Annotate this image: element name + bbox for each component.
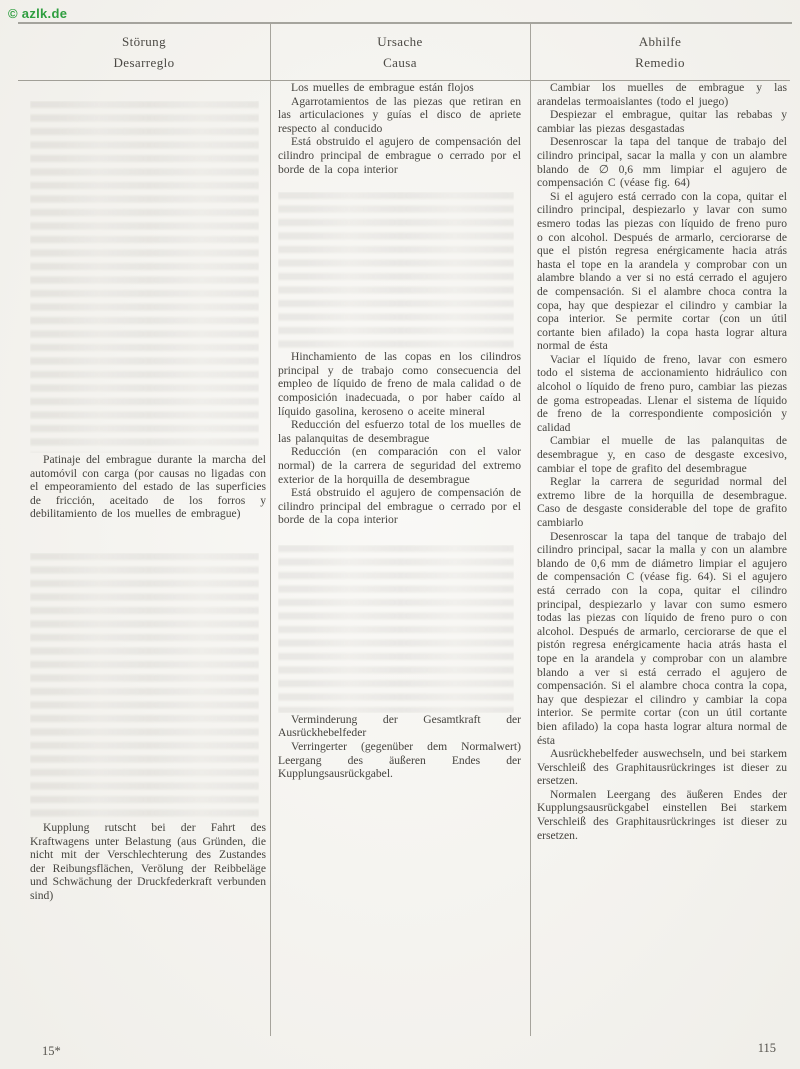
remedy-paragraph: Cambiar los muelles de embrague y las arandelas termoaislantes (todo el juego) [537,81,787,108]
cause-paragraph: Está obstruido el agujero de compensación de cilindro principal del embrague o cerrado por el borde de la copa interior [278,486,521,527]
cause-column [278,81,521,781]
site-watermark: © azlk.de [8,6,68,21]
header-fault-es: Desarreglo [113,54,175,70]
cause-paragraph: Verringerter (gegenüber dem Normalwert) Leergang des äußeren Endes der Kupplungsausrückgabel. [278,740,521,781]
bleedthrough-ghost-text [278,545,514,713]
fault-column [30,81,266,903]
remedy-paragraph: Desenroscar la tapa del tanque de trabajo del cilindro principal, sacar la malla y con un alambre blando de ∅ 0,6 mm limpiar el agujero de compensación C (véase fig. 64) [537,135,787,190]
fault-paragraph: Patinaje del embrague durante la marcha del automóvil con carga (por causas no ligadas con el empeoramiento del estado de las superficies de fricción, aceitado de los forros y debilitamiento de los muelles de embrague) [30,453,266,521]
header-remedy-de: Abhilfe [638,33,682,49]
fault-paragraph: Kupplung rutscht bei der Fahrt des Kraftwagens unter Belastung (aus Gründen, die nicht mit der Verschlechterung des Zustandes der Reibungsflächen, Verölung der Reibbeläge und Schwächung der Druckfederkraft verbunden sind) [30,820,266,902]
remedy-paragraph: Desenroscar la tapa del tanque de trabajo del cilindro principal, sacar la malla y con un alambre blando de 0,6 mm de diámetro limpiar el agujero de compensación C (véase fig. 64). Si el agujero está cerrado con la copa, quitar el cilindro principal, despiezarlo y lavar con sumo esmero todas las piezas con líquido de freno puro o con alcohol. Después de armarlo, cerciorarse de que el pistón regresa enérgicamente hacia atrás hasta el tope en la arandela y comprobar con un alambre blando a ver si está cerrado el agujero de compensación. Si el alambre choca contra la copa, hay que despiezar el cilindro y cambiar la copa interior. Se permite cortar (con un útil cortante bien afilado) la copa hasta lograr altura normal de ésta [537,529,787,747]
remedy-paragraph: Si el agujero está cerrado con la copa, quitar el cilindro principal, despiezarlo y lavar con sumo esmero todas las piezas con líquido de freno puro o con alcohol. Después de armarlo, cerciorarse de que el pistón regresa enérgicamente hacia atrás hasta el tope en la arandela y comprobar con un alambre blando a ver si no está cerrado el agujero de compensación. Si el alambre choca contra la copa, hay que despiezar el cilindro y cambiar la copa interior. Se permite cortar (con un útil cortante bien afilado) la copa hasta lograr altura normal de ésta [537,189,787,353]
remedy-paragraph: Reglar la carrera de seguridad normal del extremo libre de la horquilla de desembrague. Caso de desgaste considerable del tope de grafito cambiarlo [537,475,787,529]
remedy-paragraph: Ausrückhebelfeder auswechseln, und bei starkem Verschleiß des Graphitausrückringes ist dieser zu ersetzen. [537,747,787,788]
header-cause-es: Causa [383,54,417,70]
header-cause-de: Ursache [377,33,423,49]
signature-mark: 15* [42,1044,61,1058]
cause-paragraph: Reducción (en comparación con el valor normal) de la carrera de seguridad del extremo exterior de la horquilla de desembrague [278,445,521,486]
cause-paragraph: Reducción del esfuerzo total de los muelles de las palanquitas de desembrague [278,418,521,445]
cause-paragraph: Está obstruido el agujero de compensación del cilindro principal de embrague o cerrado por el borde de la copa interior [278,135,521,176]
remedy-paragraph: Despiezar el embrague, quitar las rebabas y cambiar las piezas desgastadas [537,108,787,135]
remedy-paragraph: Vaciar el líquido de freno, lavar con esmero todo el sistema de accionamiento hidráulico con alcohol o líquido de freno puro, cambiar las piezas de goma estropeadas. Llenar el sistema de líquido de freno de la correspondiente composición y calidad [537,352,787,434]
page-number: 115 [757,1041,776,1055]
header-remedy-es: Remedio [635,54,685,70]
remedy-column [537,81,787,842]
header-cell-cause [270,26,530,78]
bleedthrough-ghost-text [30,553,259,821]
bleedthrough-ghost-text [278,192,514,350]
header-cell-fault [18,26,270,78]
table-top-rule [18,22,792,24]
cause-paragraph: Los muelles de embrague están flojos [291,81,474,94]
header-cell-remedy [530,26,790,78]
header-fault-de: Störung [122,33,166,49]
column-divider-1 [270,23,271,1036]
cause-paragraph: Agarrotamientos de las piezas que retiran en las articulaciones y guías el disco de apriete respecto al conducido [278,94,521,135]
cause-paragraph: Verminderung der Gesamtkraft der Ausrückhebelfeder [278,712,521,740]
remedy-paragraph: Cambiar el muelle de las palanquitas de desembrague y, en caso de desgaste excesivo, cambiar el tope de grafito del desembrague [537,434,787,475]
column-divider-2 [530,23,531,1036]
remedy-paragraph: Normalen Leergang des äußeren Endes der Kupplungsausrückgabel einstellen Bei starkem Verschleiß des Graphitausrückringes ist dieser zu ersetzen. [537,787,787,842]
bleedthrough-ghost-text [30,101,259,453]
table-header-row [18,26,790,78]
cause-paragraph: Hinchamiento de las copas en los cilindros principal y de trabajo como consecuencia del empleo de líquido de freno de mala calidad o de composición inadecuada, o por haber caído al líquido gasolina, keroseno o aceite mineral [278,350,521,418]
